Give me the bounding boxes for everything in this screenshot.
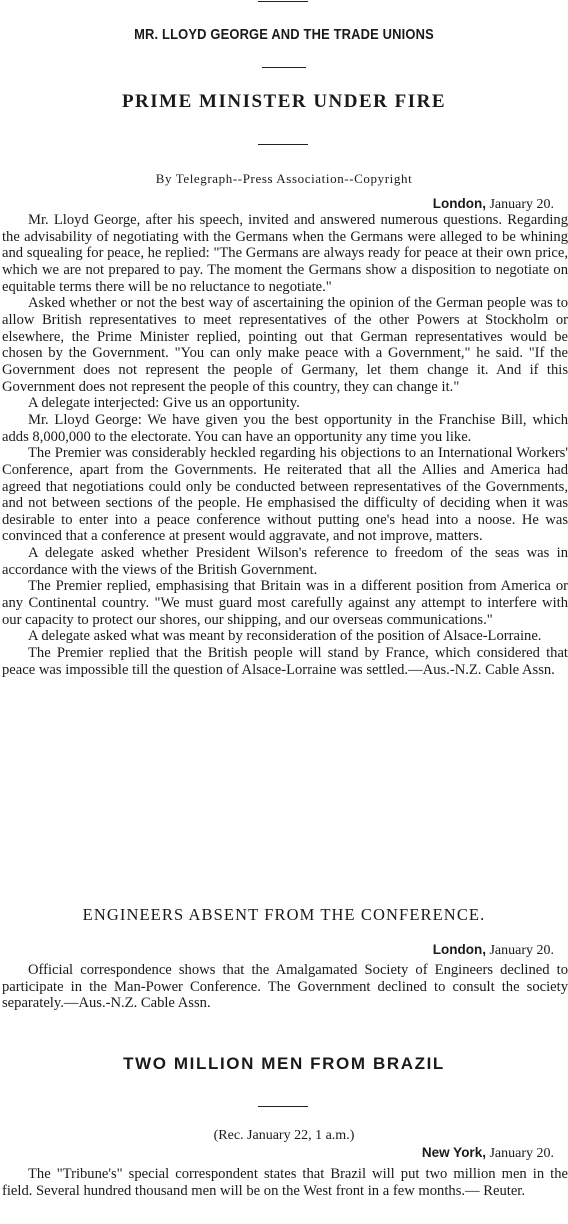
article1-dateline: [433, 196, 554, 213]
article3-rule: [258, 1106, 308, 1107]
paragraph: Official correspondence shows that the Amalgamated Society of Engineers declined to participate in the Man-Power Conference. The Government declined to consult the society separately.—Aus.-N.Z. Cable Assn.: [2, 962, 568, 1012]
dateline-date: January 20.: [489, 1146, 554, 1161]
dateline-place: New York,: [421, 1145, 486, 1160]
top-rule: [258, 1, 308, 2]
dateline-place: London,: [432, 942, 486, 957]
dateline-date: January 20.: [489, 943, 554, 958]
dateline-date: January 20.: [489, 197, 554, 212]
headline-rule: [258, 144, 308, 145]
article1-headline: PRIME MINISTER UNDER FIRE: [121, 91, 447, 112]
paragraph: The Premier replied that the British people will stand by France, which considered that peace was impossible till the question of Alsace-Lorraine was settled.—Aus.-N.Z. Cable Assn.: [2, 645, 568, 678]
paragraph: The "Tribune's" special correspondent states that Brazil will put two million men in the field. Several hundred thousand men will be on the West front in a few months.— Reuter.: [2, 1166, 568, 1199]
article1-body: [2, 212, 568, 678]
paragraph: A delegate interjected: Give us an opportunity.: [28, 395, 300, 412]
paragraph: The Premier was considerably heckled regarding his objections to an International Workers' Conference, apart from the Governments. He reiterated that all the Allies and America had agreed that negotiations could only be conducted between representatives of the Governments, and not between sections of the people. He emphasised the difficulty of deciding when it was desirable to enter into a peace conference without putting one's head into a noose. He was convinced that a conference at present would aggravate, and not improve, matters.: [2, 445, 568, 545]
dateline-place: London,: [432, 196, 486, 211]
article2-body: [2, 962, 568, 1012]
article2-dateline: [433, 942, 554, 959]
paragraph: The Premier replied, emphasising that Britain was in a different position from America or any Continental country. "We must guard most carefully against any attempt to interfere with our capacity to protect our shores, our shipping, and our overseas communications.": [2, 578, 568, 628]
paragraph: A delegate asked whether President Wilson's reference to freedom of the seas was in accordance with the views of the British Government.: [2, 545, 568, 578]
article3-dateline: [422, 1145, 554, 1162]
article3-headline: TWO MILLION MEN FROM BRAZIL: [123, 1054, 445, 1073]
article1-kicker: MR. LLOYD GEORGE AND THE TRADE UNIONS: [134, 26, 434, 43]
paragraph: Mr. Lloyd George, after his speech, invited and answered numerous questions. Regarding the advisability of negotiating with the Germans when the Germans were alleged to be whining and squealing for peace, he replied: "The Germans are always ready for peace at their own price, which we are not prepared to pay. The moment the Germans show a disposition to negotiate on equitable terms there will be no reluctance to negotiate.": [2, 212, 568, 295]
paragraph: A delegate asked what was meant by reconsideration of the position of Alsace-Lorraine.: [28, 628, 542, 645]
paragraph: Mr. Lloyd George: We have given you the best opportunity in the Franchise Bill, which adds 8,000,000 to the electorate. You can have an opportunity any time you like.: [2, 411, 568, 445]
article1-credit: By Telegraph--Press Association--Copyright: [155, 171, 413, 186]
article3-received: (Rec. January 22, 1 a.m.): [213, 1128, 355, 1143]
article2-headline: ENGINEERS ABSENT FROM THE CONFERENCE.: [82, 905, 486, 924]
paragraph: Asked whether or not the best way of ascertaining the opinion of the German people was to allow British representatives to meet representatives of the other Powers at Stockholm or elsewhere, the Prime Minister replied, pointing out that German representatives would be chosen by the Government. "You can only make peace with a Government," he said. "If the Government does not represent the people of Germany, let them change it. And if this Government does not represent the people of this country, they can change it.": [2, 295, 568, 395]
article3-body: [2, 1166, 568, 1199]
kicker-rule: [262, 67, 306, 68]
